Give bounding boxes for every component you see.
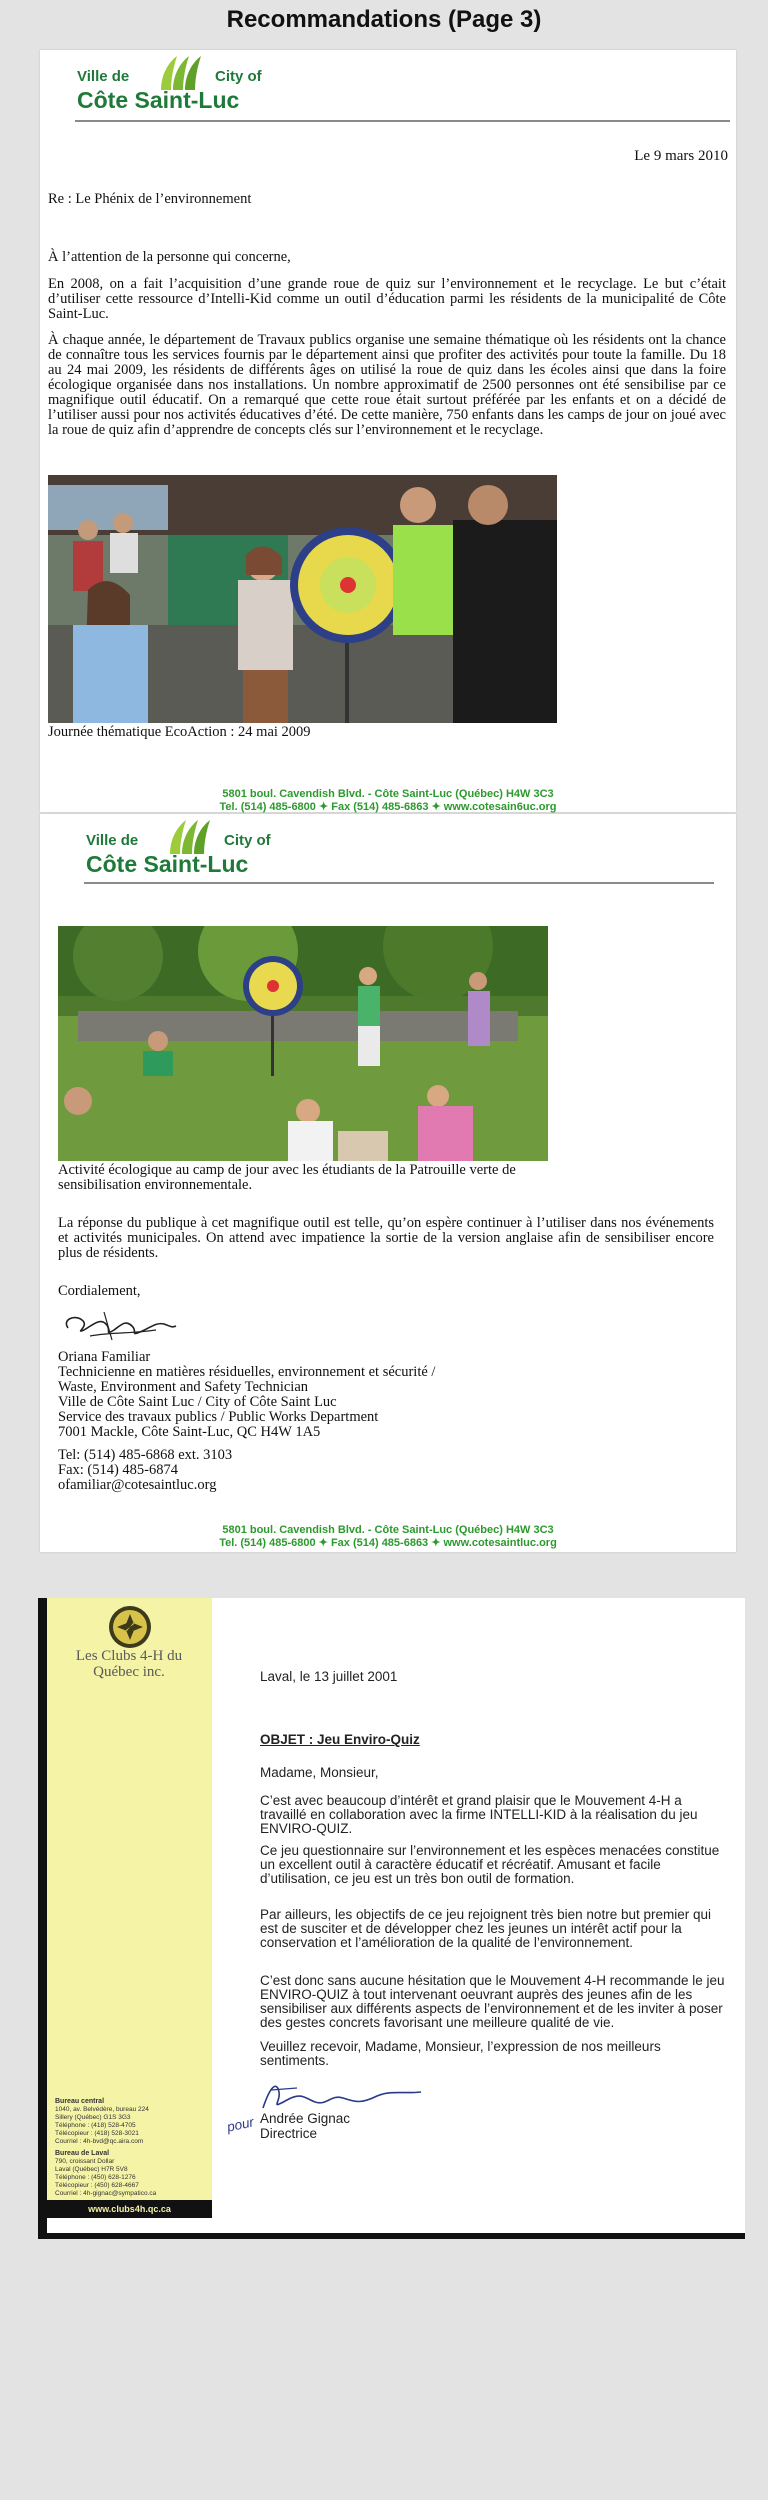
event-photo	[48, 475, 557, 723]
letter-page-2	[40, 814, 736, 1552]
logo-ville-text: Ville de	[77, 68, 130, 85]
letterhead-rule	[84, 882, 714, 884]
signer-name: Andrée Gignac	[260, 2111, 351, 2126]
office-line: Sillery (Québec) G1S 3G3	[55, 2114, 131, 2121]
office-central	[55, 2098, 149, 2146]
logo-name-text: Côte Saint-Luc	[77, 87, 240, 113]
signer-title-en: Waste, Environment and Safety Technician	[58, 1379, 309, 1395]
photo-caption: Activité écologique au camp de jour avec les étudiants de la Patrouille verte de sensibilisation environnementale.	[58, 1162, 516, 1193]
letterhead-footer	[40, 1524, 736, 1550]
office-line: Télécopieur : (450) 628-4667	[55, 2182, 139, 2189]
office-central-title: Bureau central	[55, 2098, 105, 2105]
org-emblem-icon	[107, 1604, 153, 1650]
letter-closing: Veuillez recevoir, Madame, Monsieur, l’expression de nos meilleurs sentiments.	[260, 2039, 661, 2068]
logo-name-text: Côte Saint-Luc	[86, 851, 249, 877]
logo-ville-text: Ville de	[86, 832, 139, 849]
contact-fax: Fax: (514) 485-6874	[58, 1462, 179, 1478]
letter-paragraph: Ce jeu questionnaire sur l’environnement et les espèces menacées constitue un excellent outil à caractère éducatif et récréatif. Amusant et facile d’utilisation, ce jeu est un très bon outil de formation.	[260, 1843, 720, 1886]
office-line: Laval (Québec) H7R 5V8	[55, 2166, 128, 2173]
logo-city-text: City of	[224, 832, 271, 849]
letter-subject: OBJET : Jeu Enviro-Quiz	[260, 1732, 420, 1747]
pour-note: pour	[225, 2114, 256, 2135]
office-line: Courriel : 4h-gignac@sympatico.ca	[55, 2190, 157, 2197]
photo-caption: Journée thématique EcoAction : 24 mai 2009	[48, 724, 311, 740]
letter-paragraph: C’est donc sans aucune hésitation que le Mouvement 4-H recommande le jeu ENVIRO-QUIZ à tout intervenant oeuvrant auprès des jeunes afin de les sensibiliser aux différents aspects de l’environnement et de les inviter à poser des gestes concrets favorisant une meilleure qualité de vie.	[260, 1973, 725, 2030]
letter-subject: Re : Le Phénix de l’environnement	[48, 191, 252, 207]
signer-address: 7001 Mackle, Côte Saint-Luc, QC H4W 1A5	[58, 1424, 321, 1440]
logo-city-text: City of	[215, 68, 262, 85]
office-laval-title: Bureau de Laval	[55, 2150, 110, 2157]
letter-paragraph: En 2008, on a fait l’acquisition d’une grande roue de quiz sur l’environnement et le recyclage. Le but c’était d’utiliser cette ressource d’Intelli-Kid comme un outil d’éducation parmi les résidents de la municipalité de Côte Saint-Luc.	[48, 276, 726, 322]
letter-salutation: Madame, Monsieur,	[260, 1765, 379, 1780]
footer-address: 5801 boul. Cavendish Blvd. - Côte Saint-Luc (Québec) H4W 3C3	[222, 788, 554, 800]
footer-address: 5801 boul. Cavendish Blvd. - Côte Saint-Luc (Québec) H4W 3C3	[222, 1524, 554, 1536]
office-line: Télécopieur : (418) 528-3021	[55, 2130, 139, 2137]
signature-block	[58, 1350, 698, 1440]
office-line: Téléphone : (450) 628-1276	[55, 2174, 136, 2181]
letterhead-footer	[40, 788, 736, 814]
city-logo	[84, 818, 294, 878]
org-website[interactable]: www.clubs4h.qc.ca	[47, 2200, 212, 2218]
footer-contact: Tel. (514) 485-6800 ✦ Fax (514) 485-6863 ✦ www.cotesain6uc.org	[219, 801, 557, 813]
contact-email[interactable]: ofamiliar@cotesaintluc.org	[58, 1477, 217, 1493]
letter-date: Laval, le 13 juillet 2001	[260, 1669, 398, 1684]
signer-city: Ville de Côte Saint Luc / City of Côte Saint Luc	[58, 1394, 337, 1410]
office-line: 1040, av. Belvédère, bureau 224	[55, 2106, 149, 2113]
letter-paragraph: La réponse du publique à cet magnifique outil est telle, qu’on espère continuer à l’utiliser dans nos événements et activités municipales. On attend avec impatience la sortie de la version anglaise afin de sensibiliser encore plus de résidents.	[58, 1215, 714, 1261]
signer-title: Directrice	[260, 2126, 318, 2141]
letter-page-1	[40, 50, 736, 812]
footer-contact: Tel. (514) 485-6800 ✦ Fax (514) 485-6863 ✦ www.cotesaintluc.org	[219, 1537, 557, 1549]
letter-date: Le 9 mars 2010	[634, 148, 728, 164]
letter-paragraph: À chaque année, le département de Travaux publics organise une semaine thématique où les résidents ont la chance de connaître tous les services fournis par le département ainsi que profiter des activités pour toute la famille. Du 18 au 24 mai 2009, les résidents de différents âges on utilisé la roue de quiz dans les écoles ainsi que dans la foire écologique organisée dans nos installations. Un nombre approximatif de 2500 personnes ont été sensibilise par ce magnifique outil éducatif. On a remarqué que cette roue était surtout préférée par les enfants et on a décidé de l’utiliser aussi pour nos activités éducatives d’été. De cette manière, 750 enfants dans les camps de jour on joué avec la roue de quiz afin d’apprendre de concepts clés sur l’environnement et le recyclage.	[48, 332, 726, 438]
letter-page-3	[38, 1598, 745, 2239]
contact-tel: Tel: (514) 485-6868 ext. 3103	[58, 1447, 233, 1463]
org-side-band	[47, 1598, 212, 2215]
city-logo	[75, 54, 285, 114]
office-laval	[55, 2150, 156, 2198]
page-heading: Recommandations (Page 3)	[226, 6, 542, 33]
signer-department: Service des travaux publics / Public Works Department	[58, 1409, 379, 1425]
letter-paragraph: Par ailleurs, les objectifs de ce jeu rejoignent très bien notre but premier qui est de susciter et de développer chez les jeunes un intérêt actif pour la conservation et l’amélioration de la qualité de l’environnement.	[260, 1907, 711, 1950]
office-line: Courriel : 4h-bvd@qc.aira.com	[55, 2138, 144, 2145]
signer-name: Oriana Familiar	[58, 1349, 151, 1365]
letter-paragraph: C’est avec beaucoup d’intérêt et grand plaisir que le Mouvement 4-H a travaillé en collaboration avec la firme INTELLI-KID à la réalisation du jeu ENVIRO-QUIZ.	[260, 1793, 698, 1836]
contact-block	[58, 1448, 698, 1493]
signer-title-fr: Technicienne en matières résiduelles, environnement et sécurité /	[58, 1364, 436, 1380]
letterhead-rule	[75, 120, 730, 122]
camp-photo	[58, 926, 548, 1161]
office-line: 790, croissant Dollar	[55, 2158, 115, 2165]
handwritten-signature	[60, 1306, 180, 1344]
letter-closing: Cordialement,	[58, 1283, 141, 1299]
org-name: Les Clubs 4-H du Québec inc.	[75, 1648, 183, 1680]
office-line: Téléphone : (418) 528-4705	[55, 2122, 136, 2129]
letter-salutation: À l’attention de la personne qui concerne,	[48, 249, 291, 265]
